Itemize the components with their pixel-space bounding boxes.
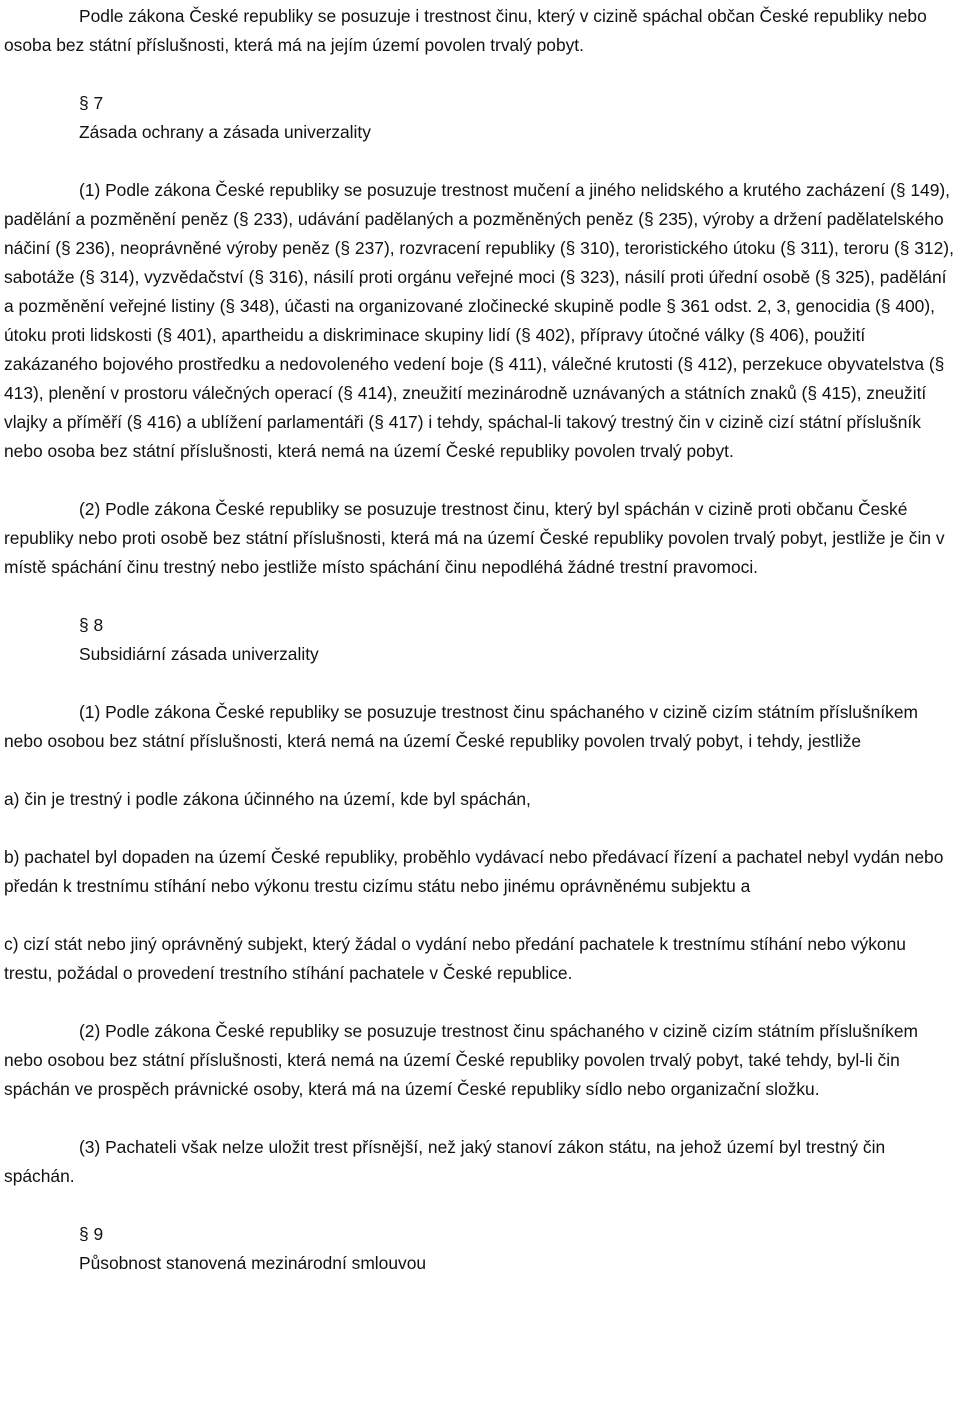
spacer [4,1191,956,1220]
spacer [4,147,956,176]
spacer [4,756,956,785]
section-7-title: Zásada ochrany a zásada univerzality [79,122,371,142]
section-8-item-b: b) pachatel byl dopaden na území České republiky, proběhlo vydávací nebo předávací řízení a pachatel nebyl vydán nebo předán k trestnímu stíhání nebo výkonu trestu cizímu státu nebo jinému oprávněnému subjektu a [4,847,944,896]
section-7-number: § 7 [79,93,104,113]
section-8-paragraph-2: (2) Podle zákona České republiky se posuzuje trestnost činu spáchaného v cizině cizím státním příslušníkem nebo osobou bez státní příslušnosti, která nemá na území České republiky povolen trvalý pobyt, také tehdy, byl-li čin spáchán ve prospěch právnické osoby, která má na území České republiky sídlo nebo organizační složku. [4,1021,919,1099]
section-8-title: Subsidiární zásada univerzality [79,644,319,664]
spacer [4,814,956,843]
section-9-title: Působnost stanovená mezinárodní smlouvou [79,1253,427,1273]
section-8-item-a: a) čin je trestný i podle zákona účinného na území, kde byl spáchán, [4,789,531,809]
section-8-paragraph-3: (3) Pachateli však nelze uložit trest přísnější, než jaký stanoví zákon státu, na jehož území byl trestný čin spáchán. [4,1137,886,1186]
spacer [4,466,956,495]
spacer [4,582,956,611]
spacer [4,1104,956,1133]
spacer [4,60,956,89]
section-7-paragraph-1: (1) Podle zákona České republiky se posuzuje trestnost mučení a jiného nelidského a krutého zacházení (§ 149), padělání a pozměnění peněz (§ 233), udávání padělaných a pozměněných peněz (§ 235), výroby a držení padělatelského náčiní (§ 236), neoprávněné výroby peněz (§ 237), rozvracení republiky (§ 310), teroristického útoku (§ 311), teroru (§ 312), sabotáže (§ 314), vyzvědačství (§ 316), násilí proti orgánu veřejné moci (§ 323), násilí proti úřední osobě (§ 325), padělání a pozměnění veřejné listiny (§ 348), účasti na organizované zločinecké skupině podle § 361 odst. 2, 3, genocidia (§ 400), útoku proti lidskosti (§ 401), apartheidu a diskriminace skupiny lidí (§ 402), přípravy útočné války (§ 406), použití zakázaného bojového prostředku a nedovoleného vedení boje (§ 411), válečné krutosti (§ 412), perzekuce obyvatelstva (§ 413), plenění v prostoru válečných operací (§ 414), zneužití mezinárodně uznávaných a státních znaků (§ 415), zneužití vlajky a příměří (§ 416) a ublížení parlamentáři (§ 417) i tehdy, spáchal-li takový trestný čin v cizině cizí státní příslušník nebo osoba bez státní příslušnosti, která nemá na území České republiky povolen trvalý pobyt. [4,180,954,461]
spacer [4,901,956,930]
section-8-paragraph-1: (1) Podle zákona České republiky se posuzuje trestnost činu spáchaného v cizině cizím státním příslušníkem nebo osobou bez státní příslušnosti, která nemá na území České republiky povolen trvalý pobyt, i tehdy, jestliže [4,702,919,751]
spacer [4,988,956,1017]
section-9-number: § 9 [79,1224,104,1244]
section-8-number: § 8 [79,615,104,635]
section-8-item-c: c) cizí stát nebo jiný oprávněný subjekt, který žádal o vydání nebo předání pachatele k trestnímu stíhání nebo výkonu trestu, požádal o provedení trestního stíhání pachatele v České republice. [4,934,906,983]
intro-paragraph: Podle zákona České republiky se posuzuje i trestnost činu, který v cizině spáchal občan České republiky nebo osoba bez státní příslušnosti, která má na jejím území povolen trvalý pobyt. [4,6,927,55]
section-7-paragraph-2: (2) Podle zákona České republiky se posuzuje trestnost činu, který byl spáchán v cizině proti občanu České republiky nebo proti osobě bez státní příslušnosti, která má na území České republiky povolen trvalý pobyt, jestliže je čin v místě spáchání činu trestný nebo jestliže místo spáchání činu nepodléhá žádné trestní pravomoci. [4,499,945,577]
spacer [4,669,956,698]
